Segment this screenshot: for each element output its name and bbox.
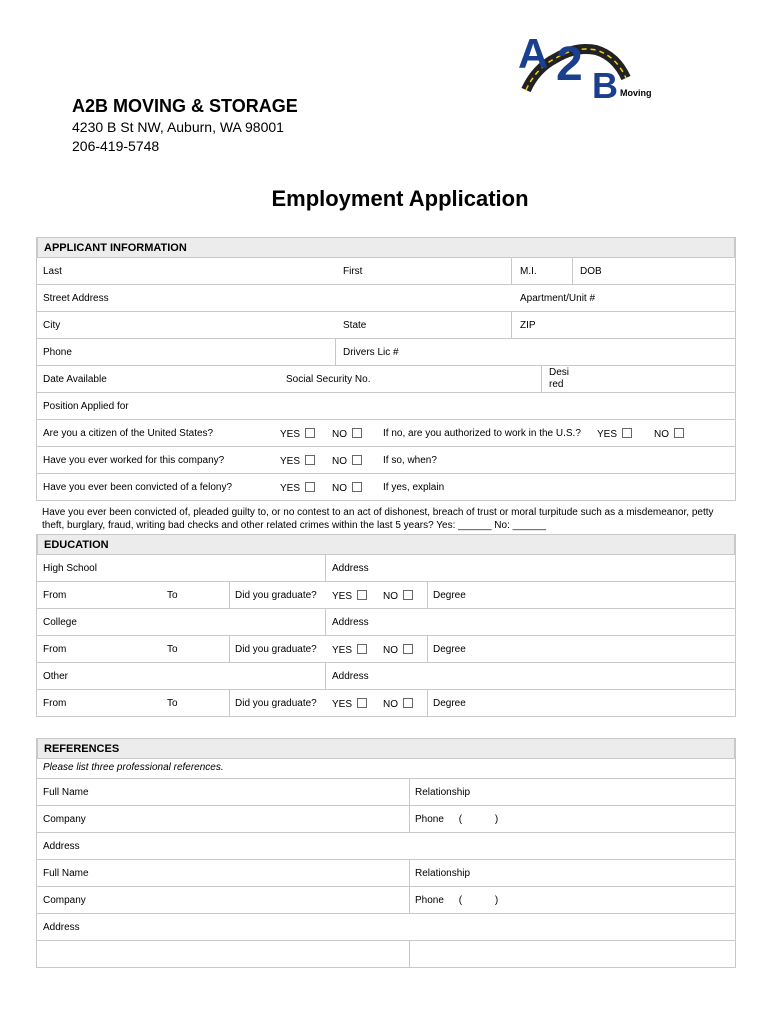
checkbox-icon[interactable]: [403, 698, 413, 708]
zip-field[interactable]: ZIP: [520, 320, 536, 331]
yes-label: YES: [280, 483, 301, 494]
mi-field[interactable]: M.I.: [520, 266, 537, 277]
worked-no-option[interactable]: [332, 455, 362, 467]
phone-row: [37, 339, 735, 366]
ref3-row: [37, 941, 735, 968]
citizen-question: Are you a citizen of the United States?: [43, 428, 214, 439]
yes-label: YES: [597, 429, 618, 440]
area-code-close: ): [494, 895, 499, 906]
yes-label: YES: [280, 429, 301, 440]
graduate-question: Did you graduate?: [235, 698, 317, 709]
from-field[interactable]: From: [43, 644, 67, 655]
graduate-question: Did you graduate?: [235, 590, 317, 601]
svg-text:2: 2: [556, 38, 583, 91]
checkbox-icon[interactable]: [357, 590, 367, 600]
ref2-company-row: [37, 887, 735, 914]
area-code-open: (: [458, 814, 463, 825]
dishonesty-note: Have you ever been convicted of, pleaded guilty to, or no contest to an act of dishonest, breach of trust or moral turpitude such as a misdemeanor, petty theft, burglary, fraud, writing bad checks and other related crimes within the last 5 years? Yes: ______ No: ______: [42, 507, 714, 531]
company-name: A2B MOVING & STORAGE: [72, 96, 298, 116]
phone-label: Phone: [415, 814, 444, 825]
references-section: [36, 738, 736, 968]
graduate-no-option[interactable]: [383, 590, 413, 602]
education-section: [36, 534, 736, 717]
graduate-no-option[interactable]: [383, 698, 413, 710]
a2b-logo-graphic: [516, 28, 652, 100]
felony-no-option[interactable]: [332, 482, 362, 494]
from-field[interactable]: From: [43, 698, 67, 709]
graduate-yes-option[interactable]: [332, 698, 367, 710]
felony-question: Have you ever been convicted of a felony?: [43, 482, 233, 493]
first-name-field[interactable]: First: [343, 266, 363, 277]
worked-question: Have you ever worked for this company?: [43, 455, 225, 466]
graduate-yes-option[interactable]: [332, 644, 367, 656]
ref1-phone-field[interactable]: [415, 814, 498, 825]
section-header-applicant: APPLICANT INFORMATION: [37, 237, 735, 258]
felony-row: [37, 474, 735, 501]
college-row: [37, 609, 735, 636]
company-phone: 206-419-5748: [72, 138, 160, 154]
name-row: [37, 258, 735, 285]
desired-salary-field[interactable]: [549, 367, 569, 391]
high-school-dates-row: [37, 582, 735, 609]
date-available-field[interactable]: Date Available: [43, 374, 107, 385]
other-row: [37, 663, 735, 690]
ref2-address-row: [37, 914, 735, 941]
college-address-field[interactable]: Address: [332, 617, 369, 628]
svg-text:A: A: [518, 30, 549, 77]
degree-field[interactable]: Degree: [433, 590, 466, 601]
no-label: NO: [383, 699, 398, 710]
checkbox-icon[interactable]: [352, 482, 362, 492]
explain-field[interactable]: If yes, explain: [383, 482, 445, 493]
felony-yes-option[interactable]: [280, 482, 315, 494]
ref1-address-row: [37, 833, 735, 860]
company-logo: [516, 28, 652, 100]
checkbox-icon[interactable]: [352, 428, 362, 438]
city-field[interactable]: City: [43, 320, 61, 331]
ref2-relationship-field[interactable]: Relationship: [415, 868, 471, 879]
company-address: 4230 B St NW, Auburn, WA 98001: [72, 119, 284, 135]
high-school-row: [37, 555, 735, 582]
from-field[interactable]: From: [43, 590, 67, 601]
position-row: [37, 393, 735, 420]
yes-label: YES: [332, 645, 353, 656]
city-row: [37, 312, 735, 339]
ref1-name-row: [37, 779, 735, 806]
graduate-question: Did you graduate?: [235, 644, 317, 655]
citizen-yes-option[interactable]: [280, 428, 315, 440]
svg-text:B: B: [592, 65, 618, 100]
no-label: NO: [332, 483, 347, 494]
desired-label-1: Desi: [549, 367, 570, 378]
checkbox-icon[interactable]: [305, 455, 315, 465]
checkbox-icon[interactable]: [674, 428, 684, 438]
section-header-education: EDUCATION: [37, 534, 735, 555]
desired-label-2: red: [549, 379, 564, 390]
checkbox-icon[interactable]: [622, 428, 632, 438]
yes-label: YES: [332, 699, 353, 710]
college-dates-row: [37, 636, 735, 663]
checkbox-icon[interactable]: [357, 644, 367, 654]
no-label: NO: [383, 591, 398, 602]
references-instruction-row: [37, 759, 735, 779]
graduate-no-option[interactable]: [383, 644, 413, 656]
checkbox-icon[interactable]: [357, 698, 367, 708]
ref1-company-row: [37, 806, 735, 833]
ref2-company-field[interactable]: Company: [43, 895, 86, 906]
position-applied-field[interactable]: Position Applied for: [43, 401, 129, 412]
ref2-full-name-field[interactable]: Full Name: [43, 868, 89, 879]
no-label: NO: [654, 429, 669, 440]
authorized-question: If no, are you authorized to work in the U.S.?: [383, 428, 581, 439]
street-address-field[interactable]: Street Address: [43, 293, 109, 304]
section-header-references: REFERENCES: [37, 738, 735, 759]
availability-row: [37, 366, 735, 393]
dob-field[interactable]: DOB: [580, 266, 602, 277]
ssn-field[interactable]: Social Security No.: [286, 374, 371, 385]
worked-yes-option[interactable]: [280, 455, 315, 467]
checkbox-icon[interactable]: [403, 644, 413, 654]
other-school-field[interactable]: Other: [43, 671, 69, 682]
logo-moving-text: Moving: [620, 88, 652, 98]
area-code-close: ): [494, 814, 499, 825]
other-dates-row: [37, 690, 735, 717]
street-row: [37, 285, 735, 312]
ref1-full-name-field[interactable]: Full Name: [43, 787, 89, 798]
authorized-no-option[interactable]: [654, 428, 684, 440]
when-field[interactable]: If so, when?: [383, 455, 437, 466]
worked-row: [37, 447, 735, 474]
citizen-row: [37, 420, 735, 447]
citizen-no-option[interactable]: [332, 428, 362, 440]
to-field[interactable]: To: [167, 644, 178, 655]
checkbox-icon[interactable]: [305, 428, 315, 438]
authorized-yes-option[interactable]: [597, 428, 632, 440]
no-label: NO: [383, 645, 398, 656]
yes-label: YES: [332, 591, 353, 602]
references-instruction: Please list three professional references.: [43, 762, 224, 773]
to-field[interactable]: To: [167, 698, 178, 709]
phone-label: Phone: [415, 895, 444, 906]
last-name-field[interactable]: Last: [43, 266, 62, 277]
checkbox-icon[interactable]: [305, 482, 315, 492]
ref1-relationship-field[interactable]: Relationship: [415, 787, 471, 798]
high-school-address-field[interactable]: Address: [332, 563, 369, 574]
checkbox-icon[interactable]: [403, 590, 413, 600]
high-school-field[interactable]: High School: [43, 563, 97, 574]
yes-label: YES: [280, 456, 301, 467]
no-label: NO: [332, 456, 347, 467]
area-code-open: (: [458, 895, 463, 906]
checkbox-icon[interactable]: [352, 455, 362, 465]
phone-field[interactable]: Phone: [43, 347, 72, 358]
apartment-field[interactable]: Apartment/Unit #: [520, 293, 596, 304]
to-field[interactable]: To: [167, 590, 178, 601]
no-label: NO: [332, 429, 347, 440]
graduate-yes-option[interactable]: [332, 590, 367, 602]
college-field[interactable]: College: [43, 617, 77, 628]
applicant-section: [36, 237, 736, 501]
ref2-phone-field[interactable]: [415, 895, 498, 906]
ref2-name-row: [37, 860, 735, 887]
degree-field[interactable]: Degree: [433, 644, 466, 655]
ref2-address-field[interactable]: Address: [43, 922, 80, 933]
ref1-company-field[interactable]: Company: [43, 814, 86, 825]
degree-field[interactable]: Degree: [433, 698, 466, 709]
state-field[interactable]: State: [343, 320, 367, 331]
company-address-block: [72, 118, 284, 156]
page-title: Employment Application: [271, 186, 529, 211]
other-address-field[interactable]: Address: [332, 671, 369, 682]
drivers-license-field[interactable]: Drivers Lic #: [343, 347, 399, 358]
ref1-address-field[interactable]: Address: [43, 841, 80, 852]
